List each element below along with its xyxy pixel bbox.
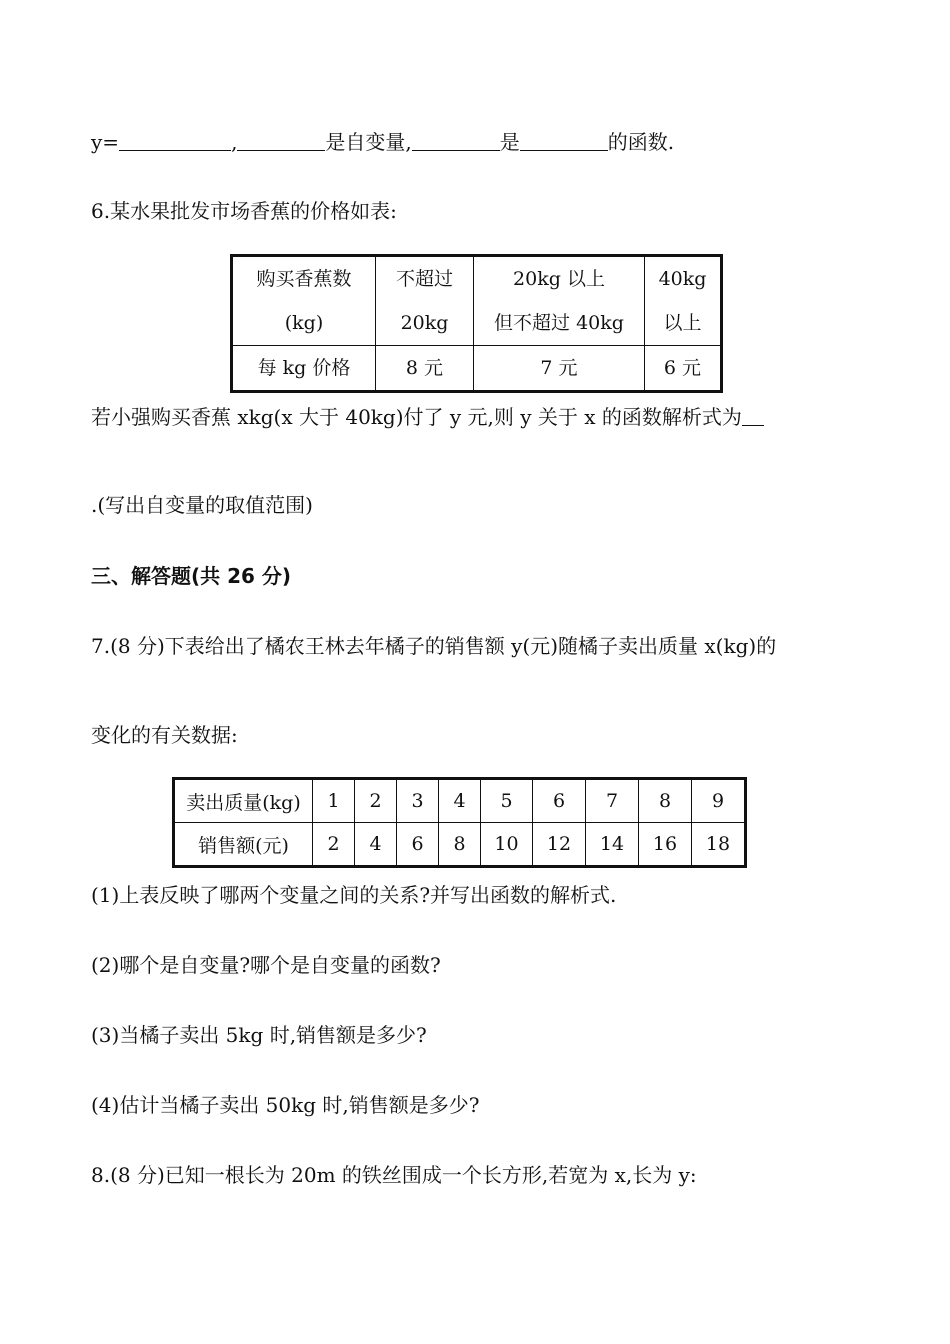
q7-sub2: (2)哪个是自变量?哪个是自变量的函数? <box>91 953 441 977</box>
table-cell: 4 <box>355 823 397 867</box>
table-cell: 14 <box>586 823 639 867</box>
table-cell: 16 <box>639 823 692 867</box>
table-row <box>232 346 722 392</box>
table-cell: 8 <box>639 779 692 823</box>
table-cell: 1 <box>313 779 355 823</box>
q7-sub4: (4)估计当橘子卖出 50kg 时,销售额是多少? <box>91 1093 480 1117</box>
table-header-cell: 卖出质量(kg) <box>174 779 313 823</box>
q5-y-eq: y= <box>91 130 120 154</box>
cell-text: 不超过 <box>395 268 453 290</box>
table-cell: 6 <box>397 823 439 867</box>
table-cell: 2 <box>313 823 355 867</box>
answer-blank-1[interactable] <box>119 132 231 151</box>
table-cell: 6 <box>533 779 586 823</box>
cell-text: (kg) <box>284 312 324 334</box>
cell-text: 但不超过 40kg <box>494 312 624 334</box>
q5-is-independent: 是自变量, <box>325 130 412 154</box>
q8-stem: 8.(8 分)已知一根长为 20m 的铁丝围成一个长方形,若宽为 x,长为 y: <box>91 1163 697 1187</box>
table-cell: 9 <box>692 779 746 823</box>
q7-sub3: (3)当橘子卖出 5kg 时,销售额是多少? <box>91 1023 427 1047</box>
section-title: 三、解答题(共 26 分) <box>91 564 292 588</box>
cell-text: 20kg <box>400 312 449 334</box>
answer-blank-3[interactable] <box>412 132 500 151</box>
table-header-cell <box>232 256 376 346</box>
table-cell: 10 <box>481 823 533 867</box>
banana-price-table <box>230 254 723 393</box>
table-cell: 5 <box>481 779 533 823</box>
q6-stem: 6.某水果批发市场香蕉的价格如表: <box>91 199 397 223</box>
answer-blank-5[interactable] <box>742 407 764 426</box>
table-row <box>232 256 722 346</box>
table-header-cell <box>376 256 474 346</box>
table-cell: 3 <box>397 779 439 823</box>
table-cell: 4 <box>439 779 481 823</box>
table-cell: 2 <box>355 779 397 823</box>
cell-text: 购买香蕉数 <box>256 268 352 290</box>
orange-sales-table <box>172 777 747 868</box>
table-cell: 7 <box>586 779 639 823</box>
cell-text: 20kg 以上 <box>513 268 605 290</box>
q7-stem-line2: 变化的有关数据: <box>91 723 238 747</box>
q6-question <box>91 404 764 430</box>
table-header-cell: 销售额(元) <box>174 823 313 867</box>
cell-text: 40kg <box>658 268 707 290</box>
q6-question-text: 若小强购买香蕉 xkg(x 大于 40kg)付了 y 元,则 y 关于 x 的函数解析式为 <box>91 405 742 429</box>
answer-blank-2[interactable] <box>237 132 325 151</box>
table-cell: 18 <box>692 823 746 867</box>
table-cell: 6 元 <box>645 346 722 392</box>
q5-function-of: 的函数. <box>607 130 675 154</box>
table-row <box>174 823 746 867</box>
q5-fill-line <box>91 129 674 155</box>
table-cell: 7 元 <box>474 346 645 392</box>
q5-is: 是 <box>499 130 520 154</box>
q7-sub1: (1)上表反映了哪两个变量之间的关系?并写出函数的解析式. <box>91 883 617 907</box>
table-cell: 8 <box>439 823 481 867</box>
q5-comma: , <box>231 130 238 154</box>
table-header-cell <box>645 256 722 346</box>
q6-note: .(写出自变量的取值范围) <box>91 493 313 517</box>
answer-blank-4[interactable] <box>520 132 608 151</box>
q7-stem-line1: 7.(8 分)下表给出了橘农王林去年橘子的销售额 y(元)随橘子卖出质量 x(kg)的 <box>91 634 777 658</box>
table-cell: 12 <box>533 823 586 867</box>
table-cell: 8 元 <box>376 346 474 392</box>
cell-text: 以上 <box>663 312 702 334</box>
table-cell: 每 kg 价格 <box>232 346 376 392</box>
table-row <box>174 779 746 823</box>
table-header-cell <box>474 256 645 346</box>
